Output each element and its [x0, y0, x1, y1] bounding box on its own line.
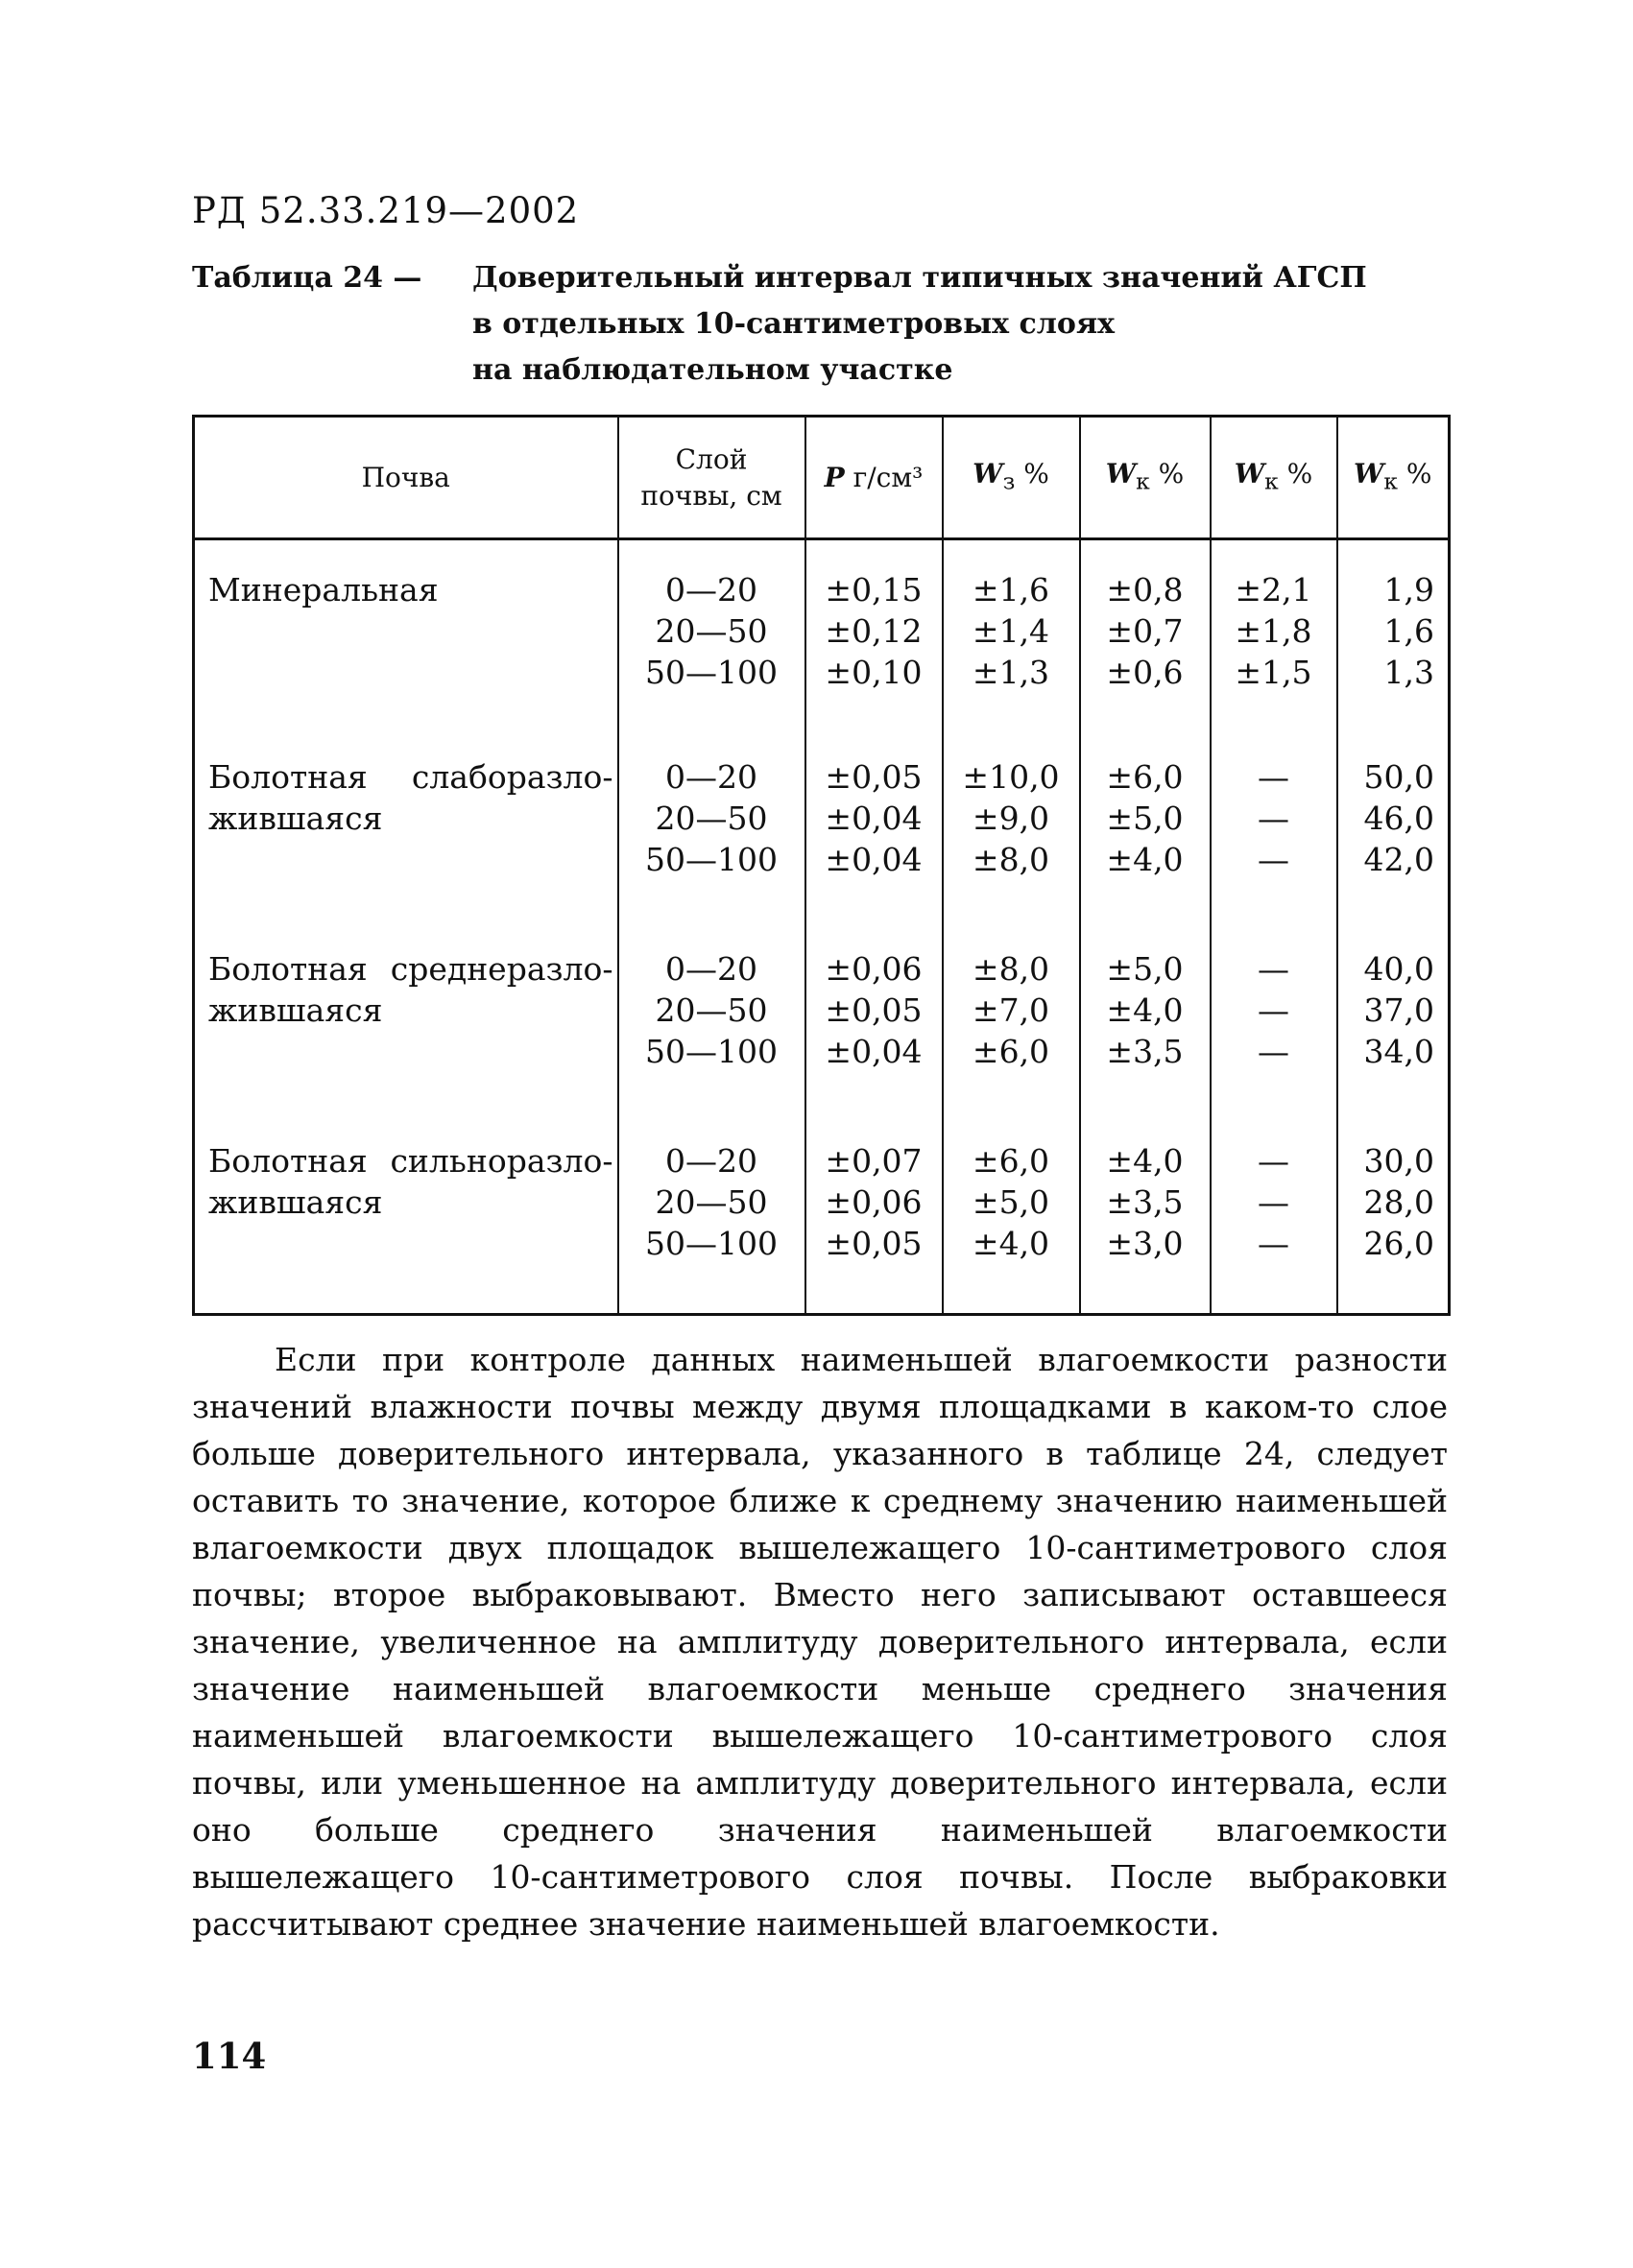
table-caption-line-2: в отдельных 10-сантиметровых слоях: [472, 307, 1115, 341]
table-header-row: [194, 417, 1450, 539]
soil-type-cell: Болотная сильноразло- жившаяся: [194, 1111, 618, 1315]
wk-2-cell: — — —: [1211, 728, 1337, 919]
table-row: [194, 728, 1450, 919]
body-paragraph: Если при контроле данных наименьшей влагоемкости разности значений влажности почвы между двумя площадками в каком-то слое больше доверительного интервала, указанного в таблице 24, следует оставить то значение, которое ближе к среднему значению наименьшей влагоемкости двух площадок вышележащего 10-сантиметрового слоя почвы; второе выбраковывают. Вместо него записывают оставшееся значение, увеличенное на амплитуду доверительного интервала, если значение наименьшей влагоемкости меньше среднего значения наименьшей влагоемкости вышележащего 10-сантиметрового слоя почвы, или уменьшенное на амплитуду доверительного интервала, если оно больше среднего значения наименьшей влагоемкости вышележащего 10-сантиметрового слоя почвы. После выбраковки рассчитывают среднее значение наименьшей влагоемкости.: [192, 1341, 1448, 1943]
table-row: [194, 1111, 1450, 1315]
wk-3-cell: 30,0 28,0 26,0: [1337, 1111, 1450, 1315]
density-cell: ±0,07 ±0,06 ±0,05: [805, 1111, 943, 1315]
header-wk-1: $W_к$ %: [1080, 417, 1211, 539]
table-caption-line-1: Доверительный интервал типичных значений АГСП: [472, 261, 1367, 295]
layer-cell: 0—20 20—50 50—100: [618, 728, 805, 919]
layer-cell: 0—20 20—50 50—100: [618, 919, 805, 1111]
wk-3-cell: 50,0 46,0 42,0: [1337, 728, 1450, 919]
header-density: P г/см³: [805, 417, 943, 539]
document-code-header: РД 52.33.219—2002: [192, 190, 580, 231]
wk-1-cell: ±0,8 ±0,7 ±0,6: [1080, 539, 1211, 728]
wk-2-cell: — — —: [1211, 919, 1337, 1111]
page-number: 114: [192, 2035, 267, 2077]
wk-2-cell: — — —: [1211, 1111, 1337, 1315]
soil-type-cell: Болотная слаборазло- жившаяся: [194, 728, 618, 919]
table-row: [194, 539, 1450, 728]
wk-3-cell: 40,0 37,0 34,0: [1337, 919, 1450, 1111]
header-layer: Слой почвы, см: [618, 417, 805, 539]
table-caption-line-3: на наблюдательном участке: [472, 353, 953, 387]
layer-cell: 0—20 20—50 50—100: [618, 539, 805, 728]
wk-1-cell: ±5,0 ±4,0 ±3,5: [1080, 919, 1211, 1111]
density-cell: ±0,15 ±0,12 ±0,10: [805, 539, 943, 728]
header-wz: $W_з$ %: [943, 417, 1080, 539]
soil-type-cell: Болотная среднеразло- жившаяся: [194, 919, 618, 1111]
header-wk-3: $W_к$ %: [1337, 417, 1450, 539]
wz-cell: ±1,6 ±1,4 ±1,3: [943, 539, 1080, 728]
density-cell: ±0,06 ±0,05 ±0,04: [805, 919, 943, 1111]
header-wk-2: $W_к$ %: [1211, 417, 1337, 539]
density-cell: ±0,05 ±0,04 ±0,04: [805, 728, 943, 919]
header-soil: Почва: [194, 417, 618, 539]
wz-cell: ±10,0 ±9,0 ±8,0: [943, 728, 1080, 919]
wz-cell: ±8,0 ±7,0 ±6,0: [943, 919, 1080, 1111]
soil-type-cell: Минеральная: [194, 539, 618, 728]
wz-cell: ±6,0 ±5,0 ±4,0: [943, 1111, 1080, 1315]
table-caption: [192, 255, 1440, 394]
layer-cell: 0—20 20—50 50—100: [618, 1111, 805, 1315]
wk-3-cell: 1,9 1,6 1,3: [1337, 539, 1450, 728]
wk-2-cell: ±2,1 ±1,8 ±1,5: [1211, 539, 1337, 728]
table-row: [194, 919, 1450, 1111]
confidence-interval-table: [192, 415, 1451, 1316]
wk-1-cell: ±4,0 ±3,5 ±3,0: [1080, 1111, 1211, 1315]
wk-1-cell: ±6,0 ±5,0 ±4,0: [1080, 728, 1211, 919]
table-caption-label: Таблица 24 —: [192, 261, 422, 295]
